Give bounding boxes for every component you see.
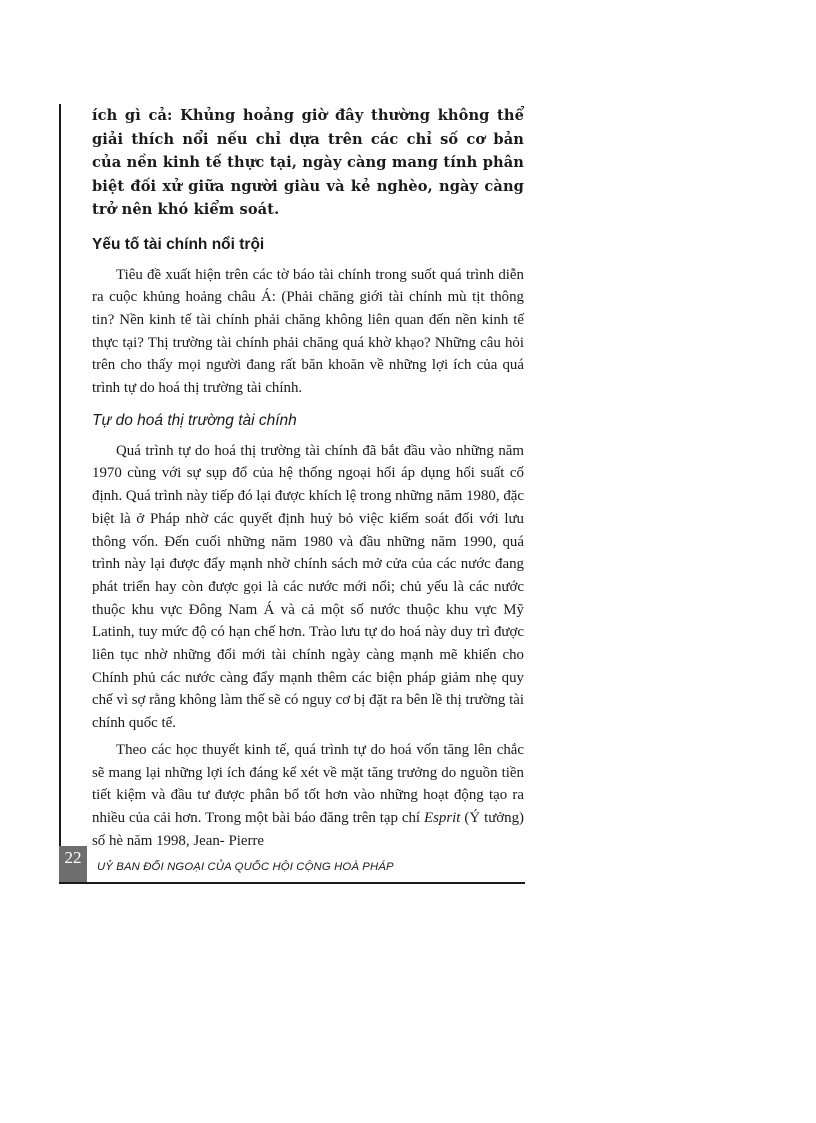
lead-paragraph: ích gì cả: Khủng hoảng giờ đây thường không thể giải thích nổi nếu chỉ dựa trên các chỉ số cơ bản của nền kinh tế thực tại, ngày càng mang tính phân biệt đối xử giữa người giàu và kẻ nghèo, ngày càng trở nên khó kiểm soát. [92, 107, 524, 218]
paragraph-3-text-start: Theo các học thuyết kinh tế, quá trình tự do hoá vốn tăng lên chắc sẽ mang lại những lợi ích đáng kể xét về mặt tăng trưởng do nguồn tiền tiết kiệm và đầu tư được phân bổ tốt hơn vào những hoạt động tạo ra nhiều của cải hơn. Trong một bài báo đăng trên tạp chí [92, 741, 524, 826]
page-content [92, 104, 524, 856]
paragraph-3-text-end: (Ý tưởng) số hè năm 1998, Jean- Pierre [92, 809, 524, 849]
body-paragraph-2: Quá trình tự do hoá thị trường tài chính đã bắt đầu vào những năm 1970 cùng với sự sụp đổ của hệ thống ngoại hối áp dụng hối suất cố định. Quá trình này tiếp đó lại được khích lệ trong những năm 1980, đặc biệt là ở Pháp nhờ các quyết định huỷ bỏ việc kiểm soát đối với lưu thông vốn. Đến cuối những năm 1980 và đầu những năm 1990, quá trình này lại được đẩy mạnh nhờ chính sách mở cửa của các nước đang phát triển hay còn được gọi là các nước mới nổi; chủ yếu là các nước thuộc khu vực Đông Nam Á và cả một số nước thuộc khu vực Mỹ Latinh, tuy mức độ có hạn chế hơn. Trào lưu tự do hoá này duy trì được liên tục nhờ những đổi mới tài chính ngày càng mạnh mẽ khiến cho Chính phủ các nước càng đẩy mạnh thêm các biện pháp giảm nhẹ quy chế vì sợ rằng không làm thế sẽ có nguy cơ bị đặt ra bên lề thị trường tài chính quốc tế. [92, 442, 524, 732]
left-margin-rule [59, 104, 61, 846]
sub-heading: Tự do hoá thị trường tài chính [92, 411, 297, 429]
page-number: 22 [64, 848, 82, 867]
footer-rule [59, 882, 525, 884]
running-footer-title: UỶ BAN ĐỐI NGOẠI CỦA QUỐC HỘI CỘNG HOÀ PHÁP [97, 861, 394, 873]
section-paragraph: Tiêu đề xuất hiện trên các tờ báo tài chính trong suốt quá trình diễn ra cuộc khủng hoảng châu Á: (Phải chăng giới tài chính mù tịt thông tin? Nền kinh tế tài chính phải chăng không liên quan đến nền kinh tế thực tại? Thị trường tài chính phải chăng quá khờ khạo? Những câu hỏi trên cho thấy mọi người đang rất băn khoăn về những lợi ích của quá trình tự do hoá thị trường tài chính. [92, 266, 524, 397]
page-number-box [59, 846, 87, 884]
section-heading: Yếu tố tài chính nổi trội [92, 235, 265, 253]
body-paragraph-3 [92, 739, 524, 853]
journal-title: Esprit [424, 809, 461, 826]
